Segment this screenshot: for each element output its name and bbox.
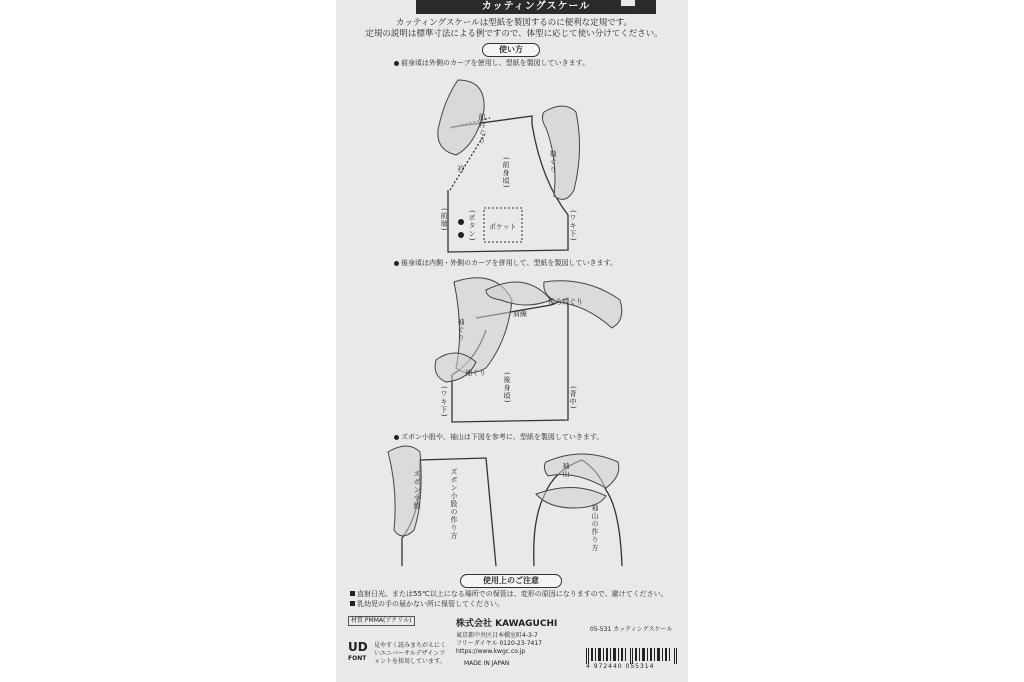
caution-bullet-icon	[350, 601, 355, 606]
barcode-number: 4 972440 055314	[586, 663, 655, 670]
caution-bullet-icon	[350, 591, 355, 596]
label-front-neck: 前衿ぐり	[478, 113, 486, 145]
product-code	[590, 626, 672, 634]
ud-font-note: 見やすく読みまちがえにくいユニバーサルデザインフォントを採用しています。	[374, 642, 447, 665]
header-material-note: ケース:PVC	[612, 9, 639, 15]
header-title: カッティングスケール	[416, 0, 656, 14]
product-card	[336, 0, 688, 682]
label-side: (ワキ下)	[569, 210, 577, 242]
label-back-body: (後身頃)	[503, 372, 511, 404]
label-center-back: (背中)	[569, 386, 577, 410]
caution-item-1	[350, 590, 680, 599]
intro-line-1: カッティングスケールは型紙を製図するのに便利な定規です。	[395, 18, 633, 28]
label-armhole-back: 袖ぐり	[457, 318, 465, 342]
label-back-side: (ワキ下)	[440, 386, 448, 418]
company-url: https://www.kwgc.co.jp	[456, 648, 526, 655]
label-front-center: (前端)	[440, 208, 448, 232]
label-sleeve-cap: 袖山	[562, 462, 570, 478]
company-freedial: フリーダイヤル 0120-23-7417	[456, 640, 542, 647]
label-button: (ボタン)	[468, 210, 476, 242]
usage-title: 使い方	[482, 43, 540, 57]
material-label: 材質 PMMA(アクリル)	[348, 616, 415, 626]
caution-item-2-text: 乳幼児の手の届かない所に保管してください。	[357, 600, 504, 608]
caution-item-2	[350, 600, 680, 609]
step-3-text: ズボン小股や、袖山は下図を参考に、型紙を製図していきます。	[401, 433, 604, 441]
label-trouser-crotch: ズボン小股	[413, 470, 421, 510]
product-code-text: 05-531	[590, 626, 612, 633]
ud-logo-text: UD	[348, 640, 368, 654]
company-name: 株式会社 KAWAGUCHI	[456, 619, 558, 629]
label-collar: 衿	[457, 165, 465, 173]
ud-font-text: FONT	[348, 655, 367, 662]
intro-line-2: 定規の説明は標準寸法による例ですので、体型に応じて使い分けてください。	[365, 29, 663, 39]
label-front-body: (前身頃)	[502, 157, 510, 189]
label-crotch-method: ズボン小股の作り方	[450, 468, 458, 540]
caution-item-1-text: 直射日光、または55℃以上になる場所での保管は、変形の原因になりますので、避けてください。	[357, 590, 668, 598]
label-back-neck: 後ろ衿ぐり	[548, 298, 583, 306]
label-armhole-back-2: 袖ぐり	[465, 369, 486, 377]
label-sleeve-method: 袖山の作り方	[591, 504, 599, 552]
step-2-text: 後身頃は内側・外側のカーブを併用して、型紙を製図していきます。	[401, 259, 617, 267]
step-1-text: 前身頃は外側のカーブを使用し、型紙を製図していきます。	[401, 59, 590, 67]
made-in-label: MADE IN JAPAN	[464, 660, 510, 667]
cautions-title: 使用上のご注意	[460, 574, 562, 588]
product-name-text: カッティングスケール	[613, 626, 673, 633]
label-armhole: 袖ぐり	[549, 150, 557, 174]
ud-font-logo	[348, 642, 368, 664]
label-shoulder: 肩線	[513, 310, 527, 318]
company-address: 東京都中央区日本橋室町4-3-7	[456, 632, 538, 639]
label-pocket: ポケット	[489, 223, 517, 231]
